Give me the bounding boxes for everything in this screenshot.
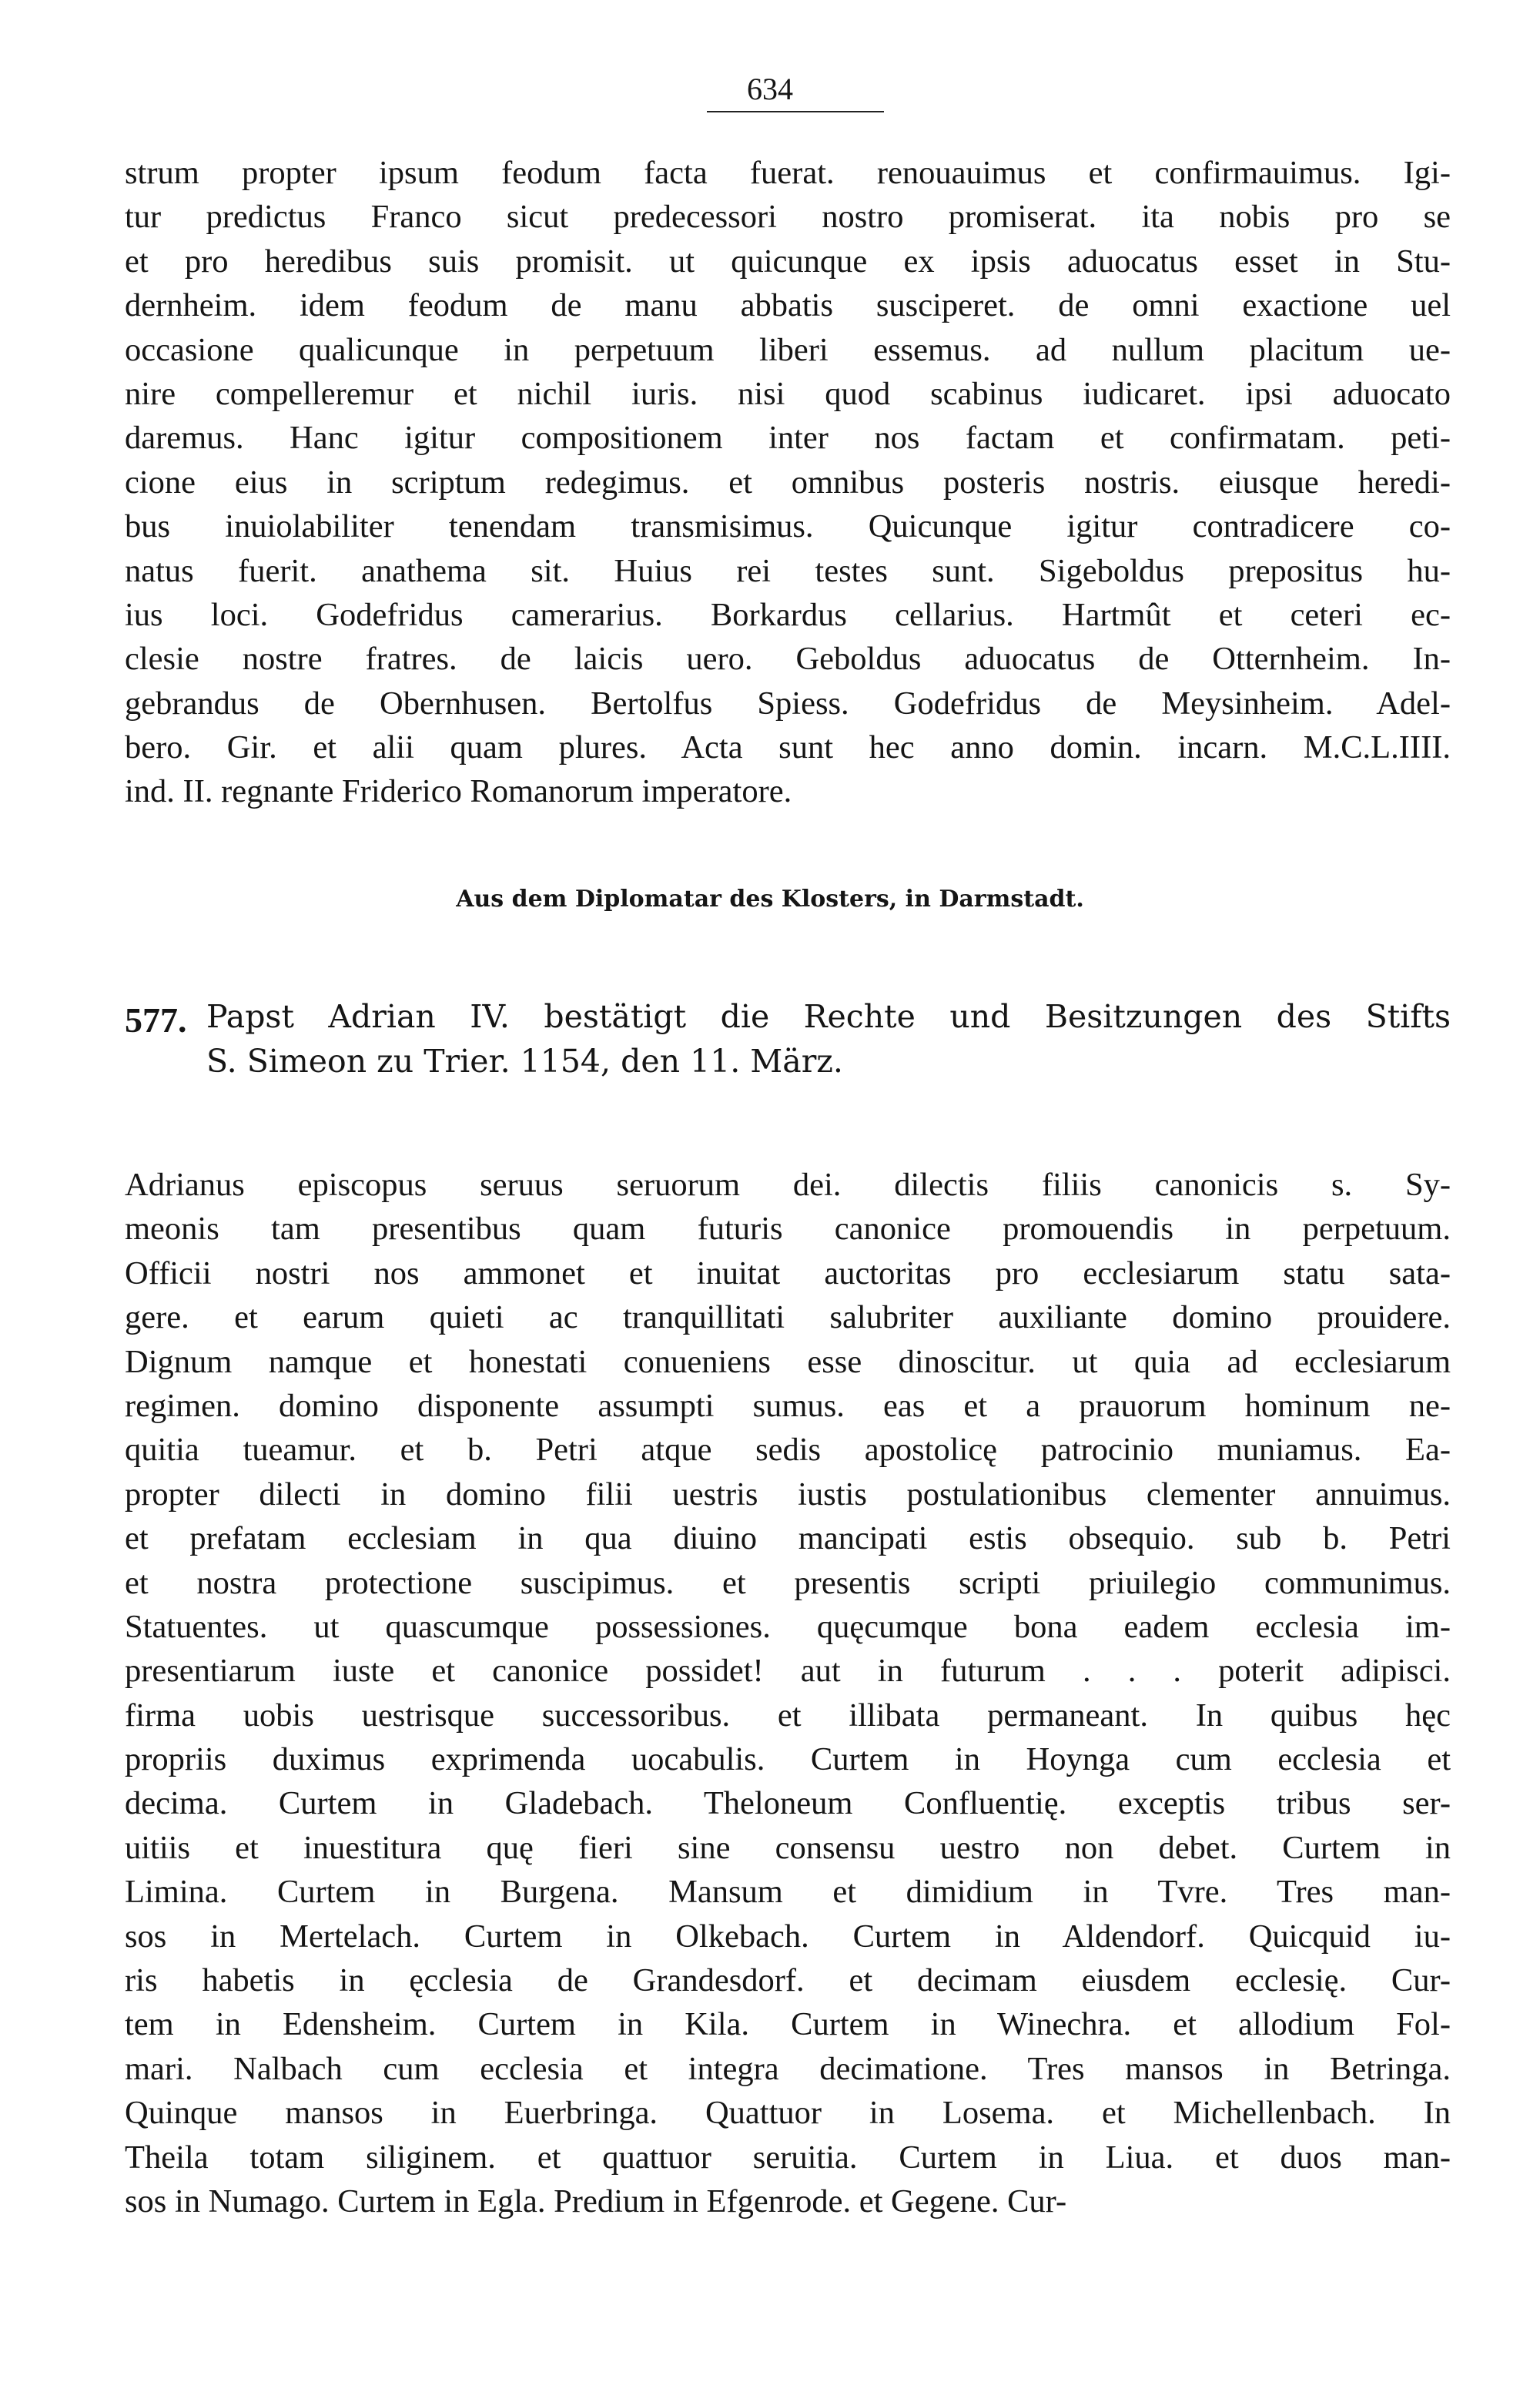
text-line: bero. Gir. et alii quam plures. Acta sunt hec anno domin. incarn. M.C.L.IIII. — [125, 729, 1451, 766]
text-line: et nostra protectione suscipimus. et presentis scripti priuilegio communimus. — [125, 1564, 1451, 1601]
text-line: strum propter ipsum feodum facta fuerat. renouauimus et confirmauimus. Igi- — [125, 155, 1451, 191]
text-line: sos in Mertelach. Curtem in Olkebach. Curtem in Aldendorf. Quicquid iu- — [125, 1918, 1451, 1955]
text-line: firma uobis uestrisque successoribus. et illibata permaneant. In quibus hęc — [125, 1697, 1451, 1734]
document-heading — [206, 998, 1451, 1087]
text-line: tem in Edensheim. Curtem in Kila. Curtem in Winechra. et allodium Fol- — [125, 2006, 1451, 2043]
heading-line: Papst Adrian IV. bestätigt die Rechte und Besitzungen des Stifts — [206, 998, 1451, 1035]
text-line: Dignum namque et honestati conueniens esse dinoscitur. ut quia ad ecclesiarum — [125, 1343, 1451, 1380]
text-line: et pro heredibus suis promisit. ut quicunque ex ipsis aduocatus esset in Stu- — [125, 243, 1451, 280]
text-line: Quinque mansos in Euerbringa. Quattuor in Losema. et Michellenbach. In — [125, 2095, 1451, 2132]
text-line: Limina. Curtem in Burgena. Mansum et dimidium in Tvre. Tres man- — [125, 1874, 1451, 1911]
text-line: ris habetis in ęcclesia de Grandesdorf. et decimam eiusdem ecclesię. Cur- — [125, 1962, 1451, 1999]
text-line: natus fuerit. anathema sit. Huius rei testes sunt. Sigeboldus prepositus hu- — [125, 552, 1451, 589]
text-line: uitiis et inuestitura quę fieri sine consensu uestro non debet. Curtem in — [125, 1829, 1451, 1866]
text-line: clesie nostre fratres. de laicis uero. Geboldus aduocatus de Otternheim. In- — [125, 641, 1451, 678]
text-line: daremus. Hanc igitur compositionem inter nos factam et confirmatam. peti- — [125, 420, 1451, 457]
text-line: Officii nostri nos ammonet et inuitat auctoritas pro ecclesiarum statu sata- — [125, 1255, 1451, 1292]
text-line: gere. et earum quieti ac tranquillitati salubriter auxiliante domino prouidere. — [125, 1299, 1451, 1336]
heading-line: S. Simeon zu Trier. 1154, den 11. März. — [206, 1043, 843, 1080]
text-line: ius loci. Godefridus camerarius. Borkardus cellarius. Hartmût et ceteri ec- — [125, 596, 1451, 633]
text-line: meonis tam presentibus quam futuris canonice promouendis in perpetuum. — [125, 1211, 1451, 1248]
source-note: Aus dem Diplomatar des Klosters, in Darmstadt. — [456, 886, 1084, 913]
text-line: propter dilecti in domino filii uestris iustis postulationibus clementer annuimus. — [125, 1476, 1451, 1513]
text-line: dernheim. idem feodum de manu abbatis susciperet. de omni exactione uel — [125, 287, 1451, 324]
text-line: mari. Nalbach cum ecclesia et integra decimatione. Tres mansos in Betringa. — [125, 2050, 1451, 2087]
text-line: nire compelleremur et nichil iuris. nisi quod scabinus iudicaret. ipsi aduocato — [125, 375, 1451, 412]
document-number: 577. — [125, 1000, 187, 1040]
document-body-text — [125, 1163, 1451, 2223]
text-line: presentiarum iuste et canonice possidet! aut in futurum . . . poterit adipisci. — [125, 1653, 1451, 1690]
text-line: decima. Curtem in Gladebach. Theloneum Confluentię. exceptis tribus ser- — [125, 1785, 1451, 1822]
text-line: bus inuiolabiliter tenendam transmisimus. Quicunque igitur contradicere co- — [125, 508, 1451, 545]
text-line: gebrandus de Obernhusen. Bertolfus Spiess. Godefridus de Meysinheim. Adel- — [125, 685, 1451, 722]
text-line: tur predictus Franco sicut predecessori nostro promiserat. ita nobis pro se — [125, 199, 1451, 236]
page-number-rule — [707, 111, 884, 112]
text-line: et prefatam ecclesiam in qua diuino mancipati estis obsequio. sub b. Petri — [125, 1520, 1451, 1557]
text-line: Adrianus episcopus seruus seruorum dei. dilectis filiis canonicis s. Sy- — [125, 1167, 1451, 1203]
page-number: 634 — [747, 72, 793, 106]
previous-document-text — [125, 151, 1451, 814]
text-line: sos in Numago. Curtem in Egla. Predium in Efgenrode. et Gegene. Cur- — [125, 2183, 1067, 2220]
text-line: quitia tueamur. et b. Petri atque sedis apostolicę patrocinio muniamus. Ea- — [125, 1432, 1451, 1469]
text-line: propriis duximus exprimenda uocabulis. Curtem in Hoynga cum ecclesia et — [125, 1741, 1451, 1778]
text-line: cione eius in scriptum redegimus. et omnibus posteris nostris. eiusque heredi- — [125, 464, 1451, 501]
text-line: regimen. domino disponente assumpti sumus. eas et a prauorum hominum ne- — [125, 1387, 1451, 1424]
text-line: Statuentes. ut quascumque possessiones. quęcumque bona eadem ecclesia im- — [125, 1608, 1451, 1645]
text-line: Theila totam siliginem. et quattuor seruitia. Curtem in Liua. et duos man- — [125, 2139, 1451, 2176]
text-line: occasione qualicunque in perpetuum liberi essemus. ad nullum placitum ue- — [125, 331, 1451, 368]
text-line: ind. II. regnante Friderico Romanorum imperatore. — [125, 773, 792, 810]
